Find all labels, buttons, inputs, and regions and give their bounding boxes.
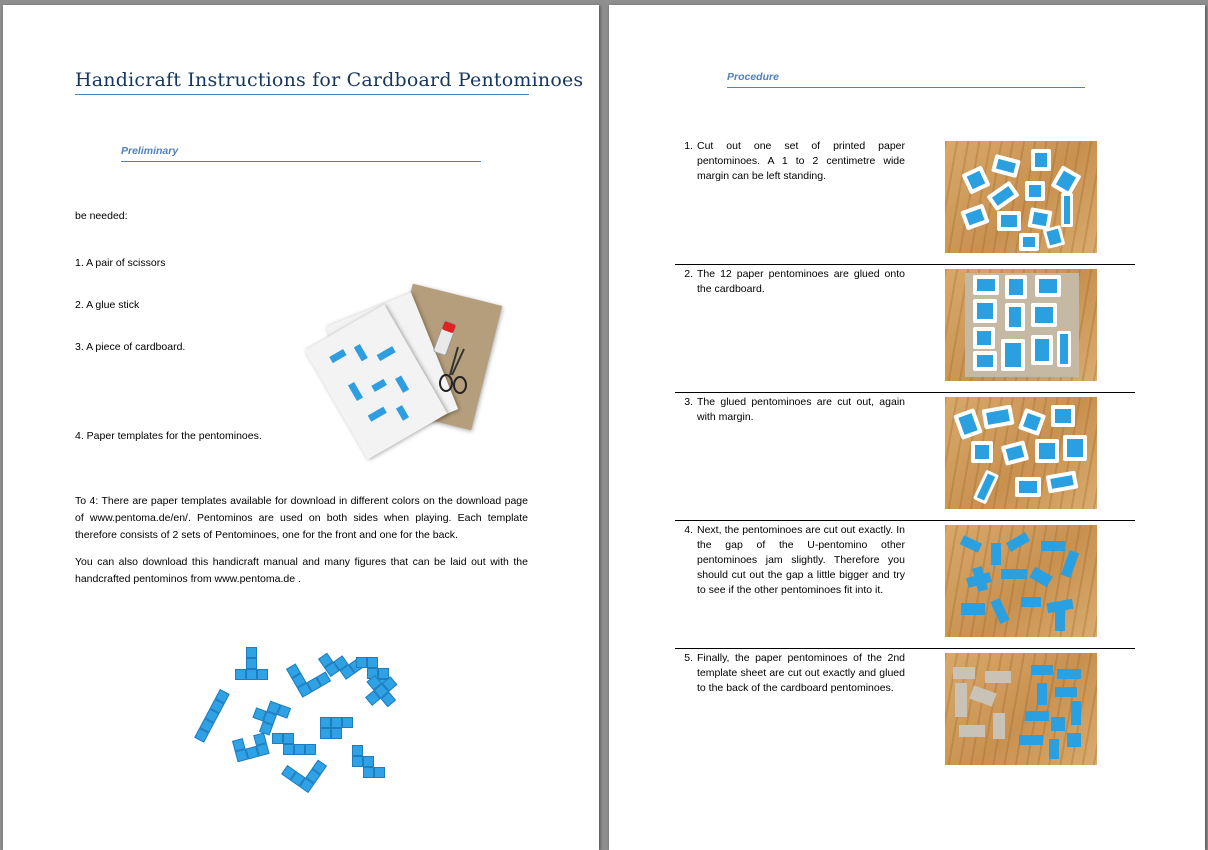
step-text: The 12 paper pentominoes are glued onto the cardboard. <box>697 268 905 295</box>
procedure-step <box>675 137 1135 265</box>
step-number: 1. <box>684 140 693 152</box>
step-2-photo <box>945 269 1097 381</box>
procedure-step <box>675 521 1135 649</box>
procedure-heading: Procedure <box>727 71 1085 88</box>
scissors-image <box>434 345 474 395</box>
step-3-photo <box>945 397 1097 509</box>
item-glue-stick: 2. A glue stick <box>75 299 140 311</box>
procedure-step <box>675 649 1135 777</box>
pentomino-pieces-illustration <box>208 645 398 780</box>
item-cardboard: 3. A piece of cardboard. <box>75 341 186 353</box>
step-number: 2. <box>684 268 693 280</box>
step-text: Finally, the paper pentominoes of the 2nd template sheet are cut out exactly and glued to the back of the cardboard pentominoes. <box>697 652 905 694</box>
left-page <box>3 5 599 850</box>
document-title: Handicraft Instructions for Cardboard Pentominoes <box>75 69 529 95</box>
preliminary-heading: Preliminary <box>121 145 481 162</box>
step-number: 3. <box>684 396 693 408</box>
templates-paragraph: To 4: There are paper templates available for download in different colors on the download page of www.pentoma.de/en/. Pentominos are used on both sides when playing. Each template therefore consists of 2 sets of Pentominoes, one for the front and one for the back. <box>75 495 528 541</box>
procedure-step <box>675 393 1135 521</box>
item-paper-templates: 4. Paper templates for the pentominoes. <box>75 430 262 442</box>
step-5-photo <box>945 653 1097 765</box>
step-number: 4. <box>684 524 693 536</box>
item-scissors: 1. A pair of scissors <box>75 257 166 269</box>
step-number: 5. <box>684 652 693 664</box>
step-text: The glued pentominoes are cut out, again with margin. <box>697 396 905 423</box>
procedure-steps <box>675 137 1135 777</box>
step-1-photo <box>945 141 1097 253</box>
materials-illustration <box>308 285 498 445</box>
step-4-photo <box>945 525 1097 637</box>
intro-text: be needed: <box>75 210 128 222</box>
procedure-step <box>675 265 1135 393</box>
step-text: Next, the pentominoes are cut out exactly. In the gap of the U-pentomino other pentominoes jam slightly. Therefore you should cut out the gap a little bigger and try to see if the other pentominoes fit into it. <box>697 524 905 596</box>
right-page <box>609 5 1205 850</box>
download-paragraph: You can also download this handicraft manual and many figures that can be laid out with the handcrafted pentominos from www.pentoma.de . <box>75 556 528 585</box>
step-text: Cut out one set of printed paper pentominoes. A 1 to 2 centimetre wide margin can be left standing. <box>697 140 905 182</box>
